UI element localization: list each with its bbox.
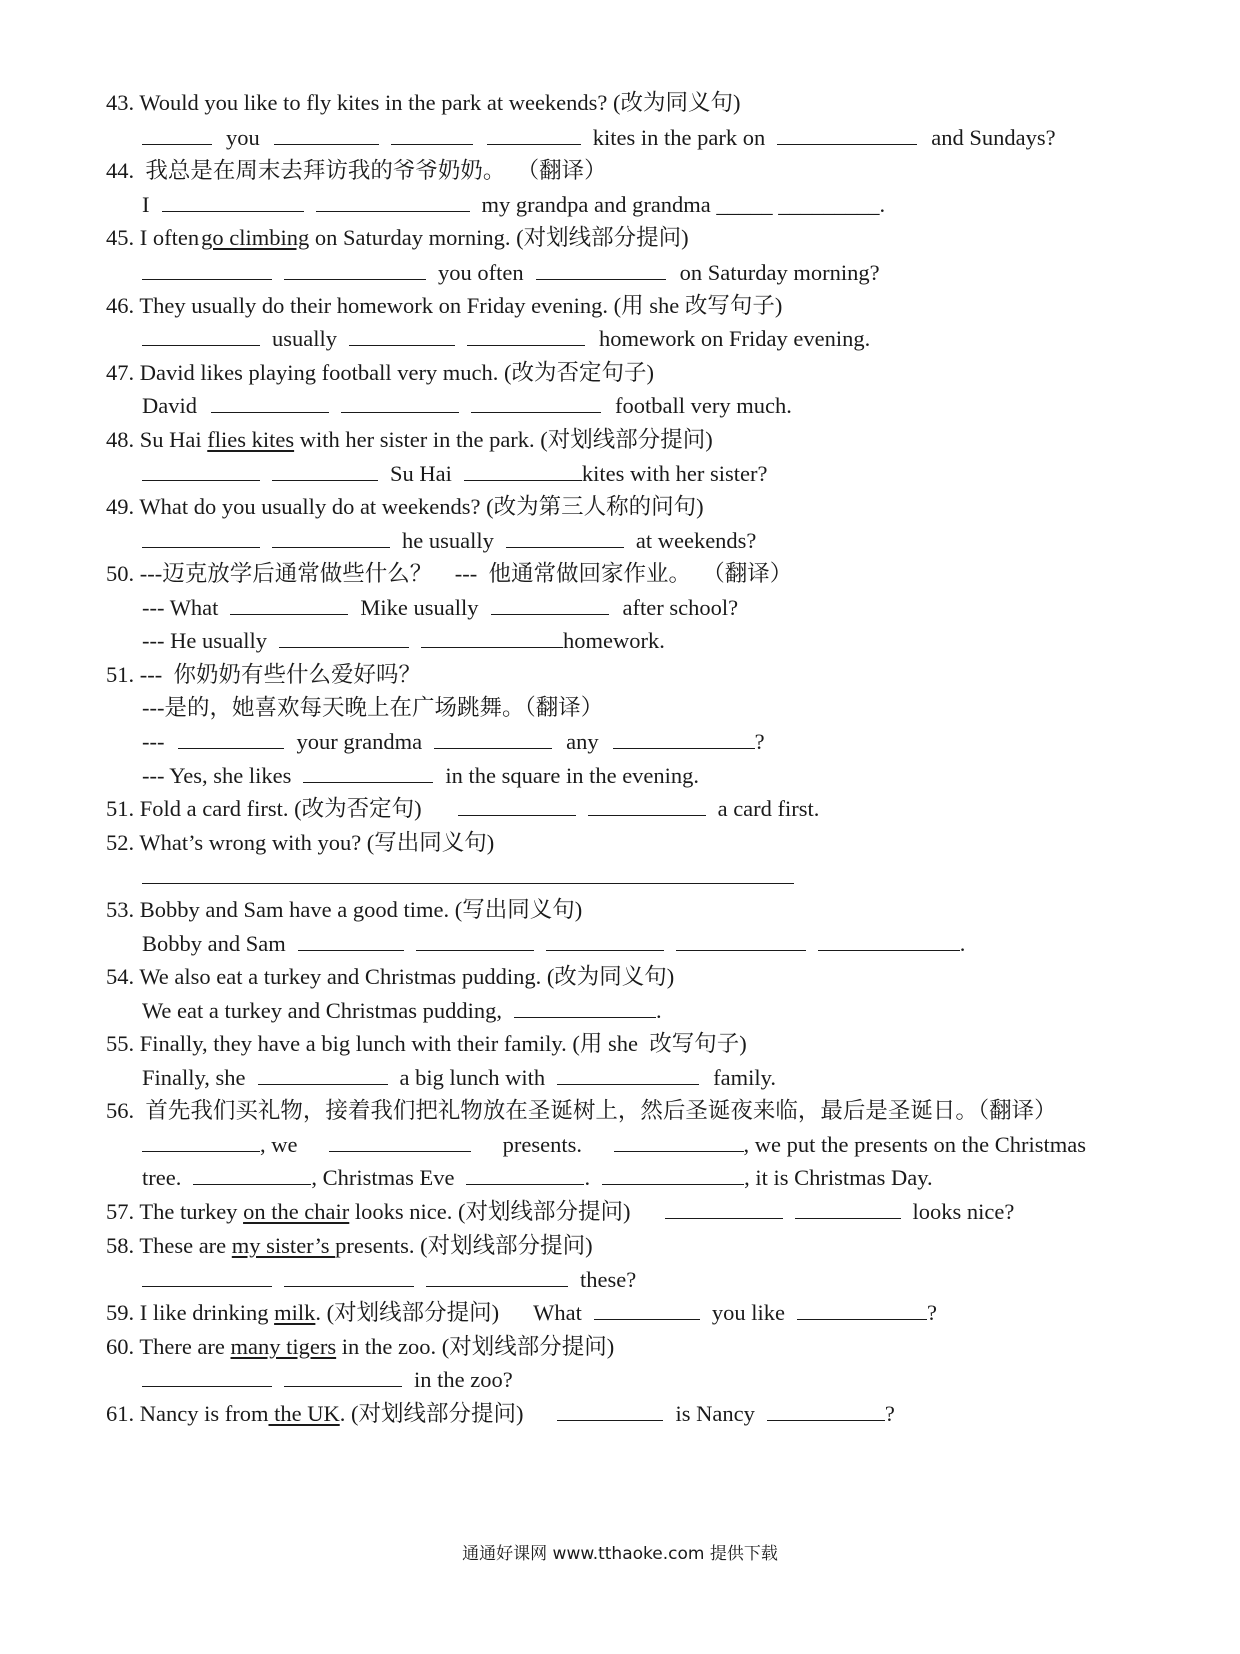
answer-blank[interactable] xyxy=(818,928,960,951)
answer-blank[interactable] xyxy=(142,458,260,481)
answer-blank[interactable] xyxy=(777,122,917,145)
answer-text: kites in the park on xyxy=(592,125,766,150)
answer-blank[interactable] xyxy=(795,1196,901,1219)
question-51 xyxy=(106,658,1240,692)
question-58 xyxy=(106,1229,1240,1263)
answer-text: kites with her sister? xyxy=(581,461,768,486)
answer-blank[interactable] xyxy=(421,625,563,648)
answer-blank[interactable] xyxy=(142,257,272,280)
answer-blank[interactable] xyxy=(391,122,473,145)
question-44 xyxy=(106,154,1240,188)
answer-text: We eat a turkey and Christmas pudding, xyxy=(142,998,502,1023)
answer-text: . xyxy=(584,1165,591,1190)
answer-text: Finally, she xyxy=(142,1065,246,1090)
answer-line-49 xyxy=(142,524,1240,558)
question-55 xyxy=(106,1027,1240,1061)
answer-text: ? xyxy=(884,1401,895,1426)
answer-blank[interactable] xyxy=(284,1264,414,1287)
underlined-phrase: the UK xyxy=(268,1401,340,1426)
answer-text: What xyxy=(533,1300,582,1325)
answer-line-51a xyxy=(142,725,1240,759)
answer-text: family. xyxy=(713,1065,777,1090)
question-text: 51. --- 你奶奶有些什么爱好吗？ xyxy=(106,662,421,687)
question-text: 60. There are xyxy=(106,1334,231,1359)
question-text: ---是的，她喜欢每天晚上在广场跳舞。（翻译） xyxy=(142,695,604,720)
question-50 xyxy=(106,557,1240,591)
answer-text: on Saturday morning? xyxy=(679,260,880,285)
question-text: 45. I often xyxy=(106,225,200,250)
question-text: 55. Finally, they have a big lunch with their family. (用 she 改写句子) xyxy=(106,1031,747,1056)
question-text: 52. What’s wrong with you? (写出同义句) xyxy=(106,830,495,855)
answer-blank[interactable] xyxy=(316,189,470,212)
answer-line-52 xyxy=(142,860,1240,894)
question-text: presents. (对划线部分提问) xyxy=(335,1233,593,1258)
answer-text: ? xyxy=(754,729,765,754)
answer-text: , it is Christmas Day. xyxy=(744,1165,933,1190)
answer-blank[interactable] xyxy=(284,1364,402,1387)
answer-text: David xyxy=(142,393,197,418)
answer-text: presents. xyxy=(502,1132,582,1157)
answer-text: , Christmas Eve xyxy=(311,1165,455,1190)
answer-line-54 xyxy=(142,994,1240,1028)
answer-blank[interactable] xyxy=(142,1364,272,1387)
question-text: 43. Would you like to fly kites in the park at weekends? (改为同义句) xyxy=(106,90,741,115)
answer-blank[interactable] xyxy=(557,1062,699,1085)
answer-text: in the zoo? xyxy=(414,1367,513,1392)
answer-blank[interactable] xyxy=(434,726,552,749)
answer-blank[interactable] xyxy=(230,592,348,615)
question-text: 49. What do you usually do at weekends? (改为第三人称的问句) xyxy=(106,494,704,519)
answer-blank[interactable] xyxy=(602,1162,744,1185)
question-text: 57. The turkey xyxy=(106,1199,244,1224)
answer-line-44 xyxy=(142,188,1240,222)
answer-text: --- xyxy=(142,729,165,754)
underlined-phrase: many tigers xyxy=(230,1334,337,1359)
answer-blank[interactable] xyxy=(767,1398,885,1421)
question-text: 54. We also eat a turkey and Christmas pudding. (改为同义句) xyxy=(106,964,675,989)
question-text: . (对划线部分提问) xyxy=(339,1401,524,1426)
answer-blank[interactable] xyxy=(349,323,455,346)
question-text: 44. 我总是在周末去拜访我的爷爷奶奶。 （翻译） xyxy=(106,158,607,183)
answer-text: in the square in the evening. xyxy=(445,763,700,788)
answer-line-58 xyxy=(142,1263,1240,1297)
answer-blank[interactable] xyxy=(162,189,304,212)
answer-text: , we put the presents on the Christmas xyxy=(743,1132,1086,1157)
answer-blank[interactable] xyxy=(588,793,706,816)
answer-blank[interactable] xyxy=(178,726,284,749)
answer-blank[interactable] xyxy=(594,1297,700,1320)
question-47 xyxy=(106,356,1240,390)
answer-blank[interactable] xyxy=(298,928,404,951)
answer-text: I xyxy=(142,192,150,217)
answer-text: a card first. xyxy=(717,796,820,821)
answer-blank[interactable] xyxy=(467,323,585,346)
answer-blank[interactable] xyxy=(279,625,409,648)
answer-line-56a xyxy=(142,1128,1086,1162)
question-text: with her sister in the park. (对划线部分提问) xyxy=(294,427,713,452)
answer-blank[interactable] xyxy=(546,928,664,951)
answer-text: he usually xyxy=(402,528,494,553)
page-footer: 通通好课网 www.tthaoke.com 提供下载 xyxy=(462,1544,778,1564)
answer-text: homework on Friday evening. xyxy=(599,326,871,351)
answer-text: you like xyxy=(711,1300,785,1325)
answer-blank[interactable] xyxy=(142,122,212,145)
question-text: 50. ---迈克放学后通常做些什么？ --- 他通常做回家作业。 （翻译） xyxy=(106,561,793,586)
answer-blank[interactable] xyxy=(284,257,426,280)
question-53 xyxy=(106,893,1240,927)
answer-text: football very much. xyxy=(615,393,792,418)
answer-blank[interactable] xyxy=(487,122,581,145)
question-text: 53. Bobby and Sam have a good time. (写出同义句) xyxy=(106,897,583,922)
answer-line-56b xyxy=(142,1161,1240,1195)
question-60 xyxy=(106,1330,1240,1364)
answer-line-53 xyxy=(142,927,1240,961)
answer-text: . xyxy=(959,931,966,956)
answer-text: is Nancy xyxy=(675,1401,755,1426)
answer-text: ? xyxy=(926,1300,937,1325)
answer-blank[interactable] xyxy=(458,793,576,816)
underlined-phrase: on the chair xyxy=(243,1199,350,1224)
answer-text: after school? xyxy=(622,595,739,620)
answer-blank[interactable] xyxy=(258,1062,388,1085)
answer-blank[interactable] xyxy=(416,928,534,951)
question-57 xyxy=(106,1195,1240,1229)
answer-blank[interactable] xyxy=(797,1297,927,1320)
answer-blank[interactable] xyxy=(193,1162,311,1185)
answer-text: my grandpa and grandma _____ _________. xyxy=(481,192,886,217)
answer-text: --- Yes, she likes xyxy=(142,763,292,788)
answer-blank[interactable] xyxy=(272,458,378,481)
question-52 xyxy=(106,826,1240,860)
answer-blank[interactable] xyxy=(506,525,624,548)
answer-blank[interactable] xyxy=(557,1398,663,1421)
question-61 xyxy=(106,1397,1240,1431)
question-56 xyxy=(106,1094,1240,1128)
question-51-part2 xyxy=(142,691,1240,725)
question-text: 58. These are xyxy=(106,1233,232,1258)
answer-text: a big lunch with xyxy=(399,1065,546,1090)
answer-line-45 xyxy=(142,256,1240,290)
answer-blank[interactable] xyxy=(614,1129,744,1152)
question-59 xyxy=(106,1296,1240,1330)
answer-text: Bobby and Sam xyxy=(142,931,286,956)
question-text: 46. They usually do their homework on Friday evening. (用 she 改写句子) xyxy=(106,293,783,318)
question-43 xyxy=(106,86,1240,120)
answer-blank[interactable] xyxy=(676,928,806,951)
question-text: 48. Su Hai xyxy=(106,427,208,452)
answer-line-43 xyxy=(142,121,1240,155)
answer-blank[interactable] xyxy=(613,726,755,749)
answer-blank[interactable] xyxy=(329,1129,471,1152)
answer-blank[interactable] xyxy=(665,1196,783,1219)
answer-line-46 xyxy=(142,322,1240,356)
answer-text: you often xyxy=(438,260,524,285)
answer-text: you xyxy=(226,125,260,150)
answer-blank[interactable] xyxy=(142,525,260,548)
answer-text: homework. xyxy=(562,628,665,653)
answer-text: , we xyxy=(260,1132,298,1157)
question-49 xyxy=(106,490,1240,524)
question-text: 61. Nancy is from xyxy=(106,1401,269,1426)
underlined-phrase: my sister’s xyxy=(231,1233,336,1258)
question-text: on Saturday morning. (对划线部分提问) xyxy=(309,225,689,250)
answer-blank[interactable] xyxy=(471,390,601,413)
question-46 xyxy=(106,289,1240,323)
question-48 xyxy=(106,423,1240,457)
answer-blank[interactable] xyxy=(426,1264,568,1287)
answer-blank[interactable] xyxy=(142,1129,260,1152)
underlined-phrase: go climbing xyxy=(201,225,310,250)
answer-line-51b xyxy=(142,759,1240,793)
answer-text: and Sundays? xyxy=(931,125,1056,150)
answer-blank[interactable] xyxy=(303,760,433,783)
answer-blank[interactable] xyxy=(272,525,390,548)
answer-blank[interactable] xyxy=(341,390,459,413)
answer-text: --- What xyxy=(142,595,219,620)
question-51-negative xyxy=(106,792,1240,826)
underlined-phrase: flies kites xyxy=(207,427,295,452)
question-text: looks nice. (对划线部分提问) xyxy=(349,1199,631,1224)
question-45 xyxy=(106,221,1240,255)
answer-line-50b xyxy=(142,624,1240,658)
answer-line-47 xyxy=(142,389,1240,423)
answer-blank[interactable] xyxy=(211,390,329,413)
answer-text: . xyxy=(655,998,662,1023)
answer-blank[interactable] xyxy=(464,458,582,481)
answer-blank[interactable] xyxy=(142,1264,272,1287)
answer-text: tree. xyxy=(142,1165,182,1190)
answer-line-55 xyxy=(142,1061,1240,1095)
answer-text: your grandma xyxy=(296,729,423,754)
question-text: in the zoo. (对划线部分提问) xyxy=(336,1334,615,1359)
question-54 xyxy=(106,960,1240,994)
answer-line-50a xyxy=(142,591,1240,625)
answer-text: --- He usually xyxy=(142,628,267,653)
question-text: . (对划线部分提问) xyxy=(315,1300,500,1325)
answer-text: looks nice? xyxy=(912,1199,1015,1224)
question-text: 56. 首先我们买礼物，接着我们把礼物放在圣诞树上，然后圣诞夜来临，最后是圣诞日。（翻译） xyxy=(106,1098,1057,1123)
answer-line-60 xyxy=(142,1363,1240,1397)
answer-blank[interactable] xyxy=(142,323,260,346)
question-text: 51. Fold a card first. (改为否定句) xyxy=(106,796,422,821)
answer-text: Mike usually xyxy=(360,595,479,620)
answer-blank[interactable] xyxy=(514,995,656,1018)
question-text: 59. I like drinking xyxy=(106,1300,275,1325)
question-text: 47. David likes playing football very much. (改为否定句子) xyxy=(106,360,655,385)
answer-blank[interactable] xyxy=(466,1162,584,1185)
answer-text: at weekends? xyxy=(635,528,757,553)
answer-blank[interactable] xyxy=(142,861,794,884)
answer-blank[interactable] xyxy=(536,257,666,280)
answer-text: any xyxy=(566,729,599,754)
underlined-phrase: milk xyxy=(274,1300,316,1325)
answer-text: these? xyxy=(580,1267,637,1292)
answer-blank[interactable] xyxy=(491,592,609,615)
answer-text: Su Hai xyxy=(390,461,452,486)
answer-line-48 xyxy=(142,457,1240,491)
answer-blank[interactable] xyxy=(274,122,379,145)
answer-text: usually xyxy=(272,326,337,351)
